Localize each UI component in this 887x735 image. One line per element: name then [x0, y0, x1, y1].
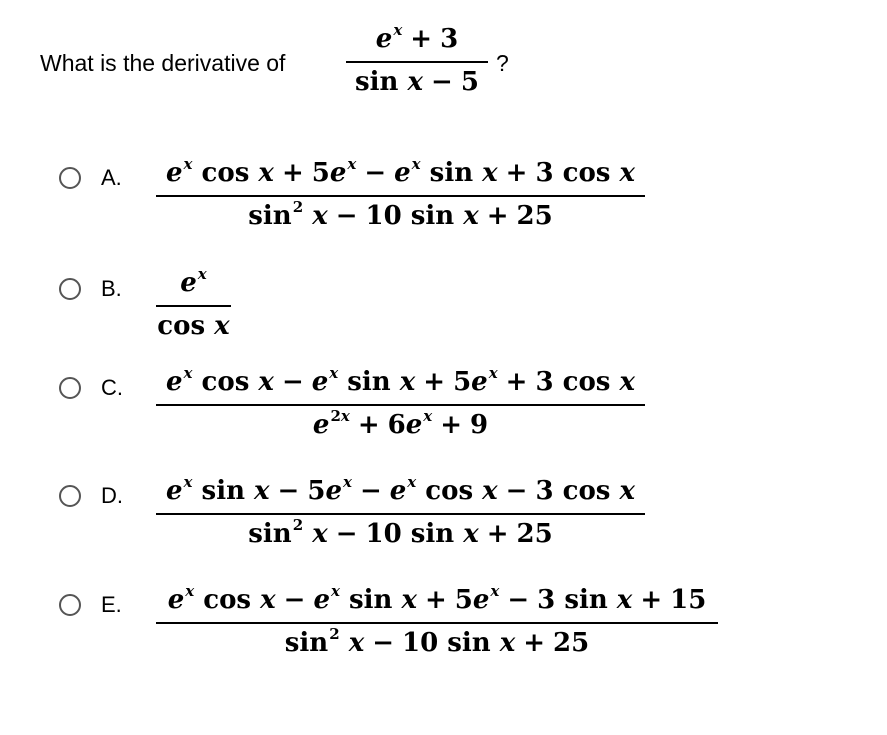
question-fraction	[346, 21, 488, 97]
fraction-numerator: $e^x + 3$	[375, 21, 459, 54]
question-text: What is the derivative of	[40, 50, 286, 76]
answer-fraction	[156, 582, 718, 661]
fraction-denominator: sin x − 5	[355, 67, 479, 97]
radio-button-d[interactable]	[59, 485, 81, 507]
fraction-denominator: $\sin^2 x - 10$ sin x + 25	[248, 198, 553, 231]
radio-button-c[interactable]	[59, 377, 81, 399]
fraction-bar	[156, 513, 645, 515]
fraction-denominator: cos x	[157, 311, 230, 341]
fraction-bar	[156, 305, 231, 307]
fraction-denominator: $\sin^2 x - 10$ sin x + 25	[284, 625, 590, 658]
fraction-numerator: $e^x$	[180, 265, 207, 298]
fraction-bar	[156, 622, 718, 624]
option-letter: D.	[101, 483, 123, 508]
answer-fraction	[156, 364, 645, 443]
fraction-numerator: $e^x$ $\cos x - e^x$ $\sin x + 5e^x + 3$ cos x	[166, 364, 635, 397]
radio-button-b[interactable]	[59, 278, 81, 300]
option-letter: A.	[101, 165, 122, 190]
fraction-bar	[156, 195, 645, 197]
fraction-numerator: $e^x$ $\cos x - e^x$ $\sin x + 5e^x - 3$ sin x + 15	[167, 582, 707, 615]
fraction-denominator: $\sin^2 x - 10$ sin x + 25	[248, 516, 553, 549]
answer-fraction	[156, 473, 645, 552]
fraction-numerator: $e^x$ $\sin x - 5e^x - e^x$ cos x − 3 cos x	[166, 473, 635, 506]
radio-button-e[interactable]	[59, 594, 81, 616]
fraction-denominator: $e^{2x} + 6e^x + 9$	[312, 407, 489, 440]
fraction-bar	[346, 61, 488, 63]
radio-button-a[interactable]	[59, 167, 81, 189]
question-mark: ?	[496, 50, 509, 76]
option-letter: E.	[101, 592, 122, 617]
option-letter: C.	[101, 375, 123, 400]
option-letter: B.	[101, 276, 122, 301]
fraction-numerator: $e^x$ $\cos x + 5e^x - e^x$ sin x + 3 cos x	[166, 155, 635, 188]
fraction-bar	[156, 404, 645, 406]
answer-fraction	[156, 265, 231, 341]
answer-fraction	[156, 155, 645, 234]
